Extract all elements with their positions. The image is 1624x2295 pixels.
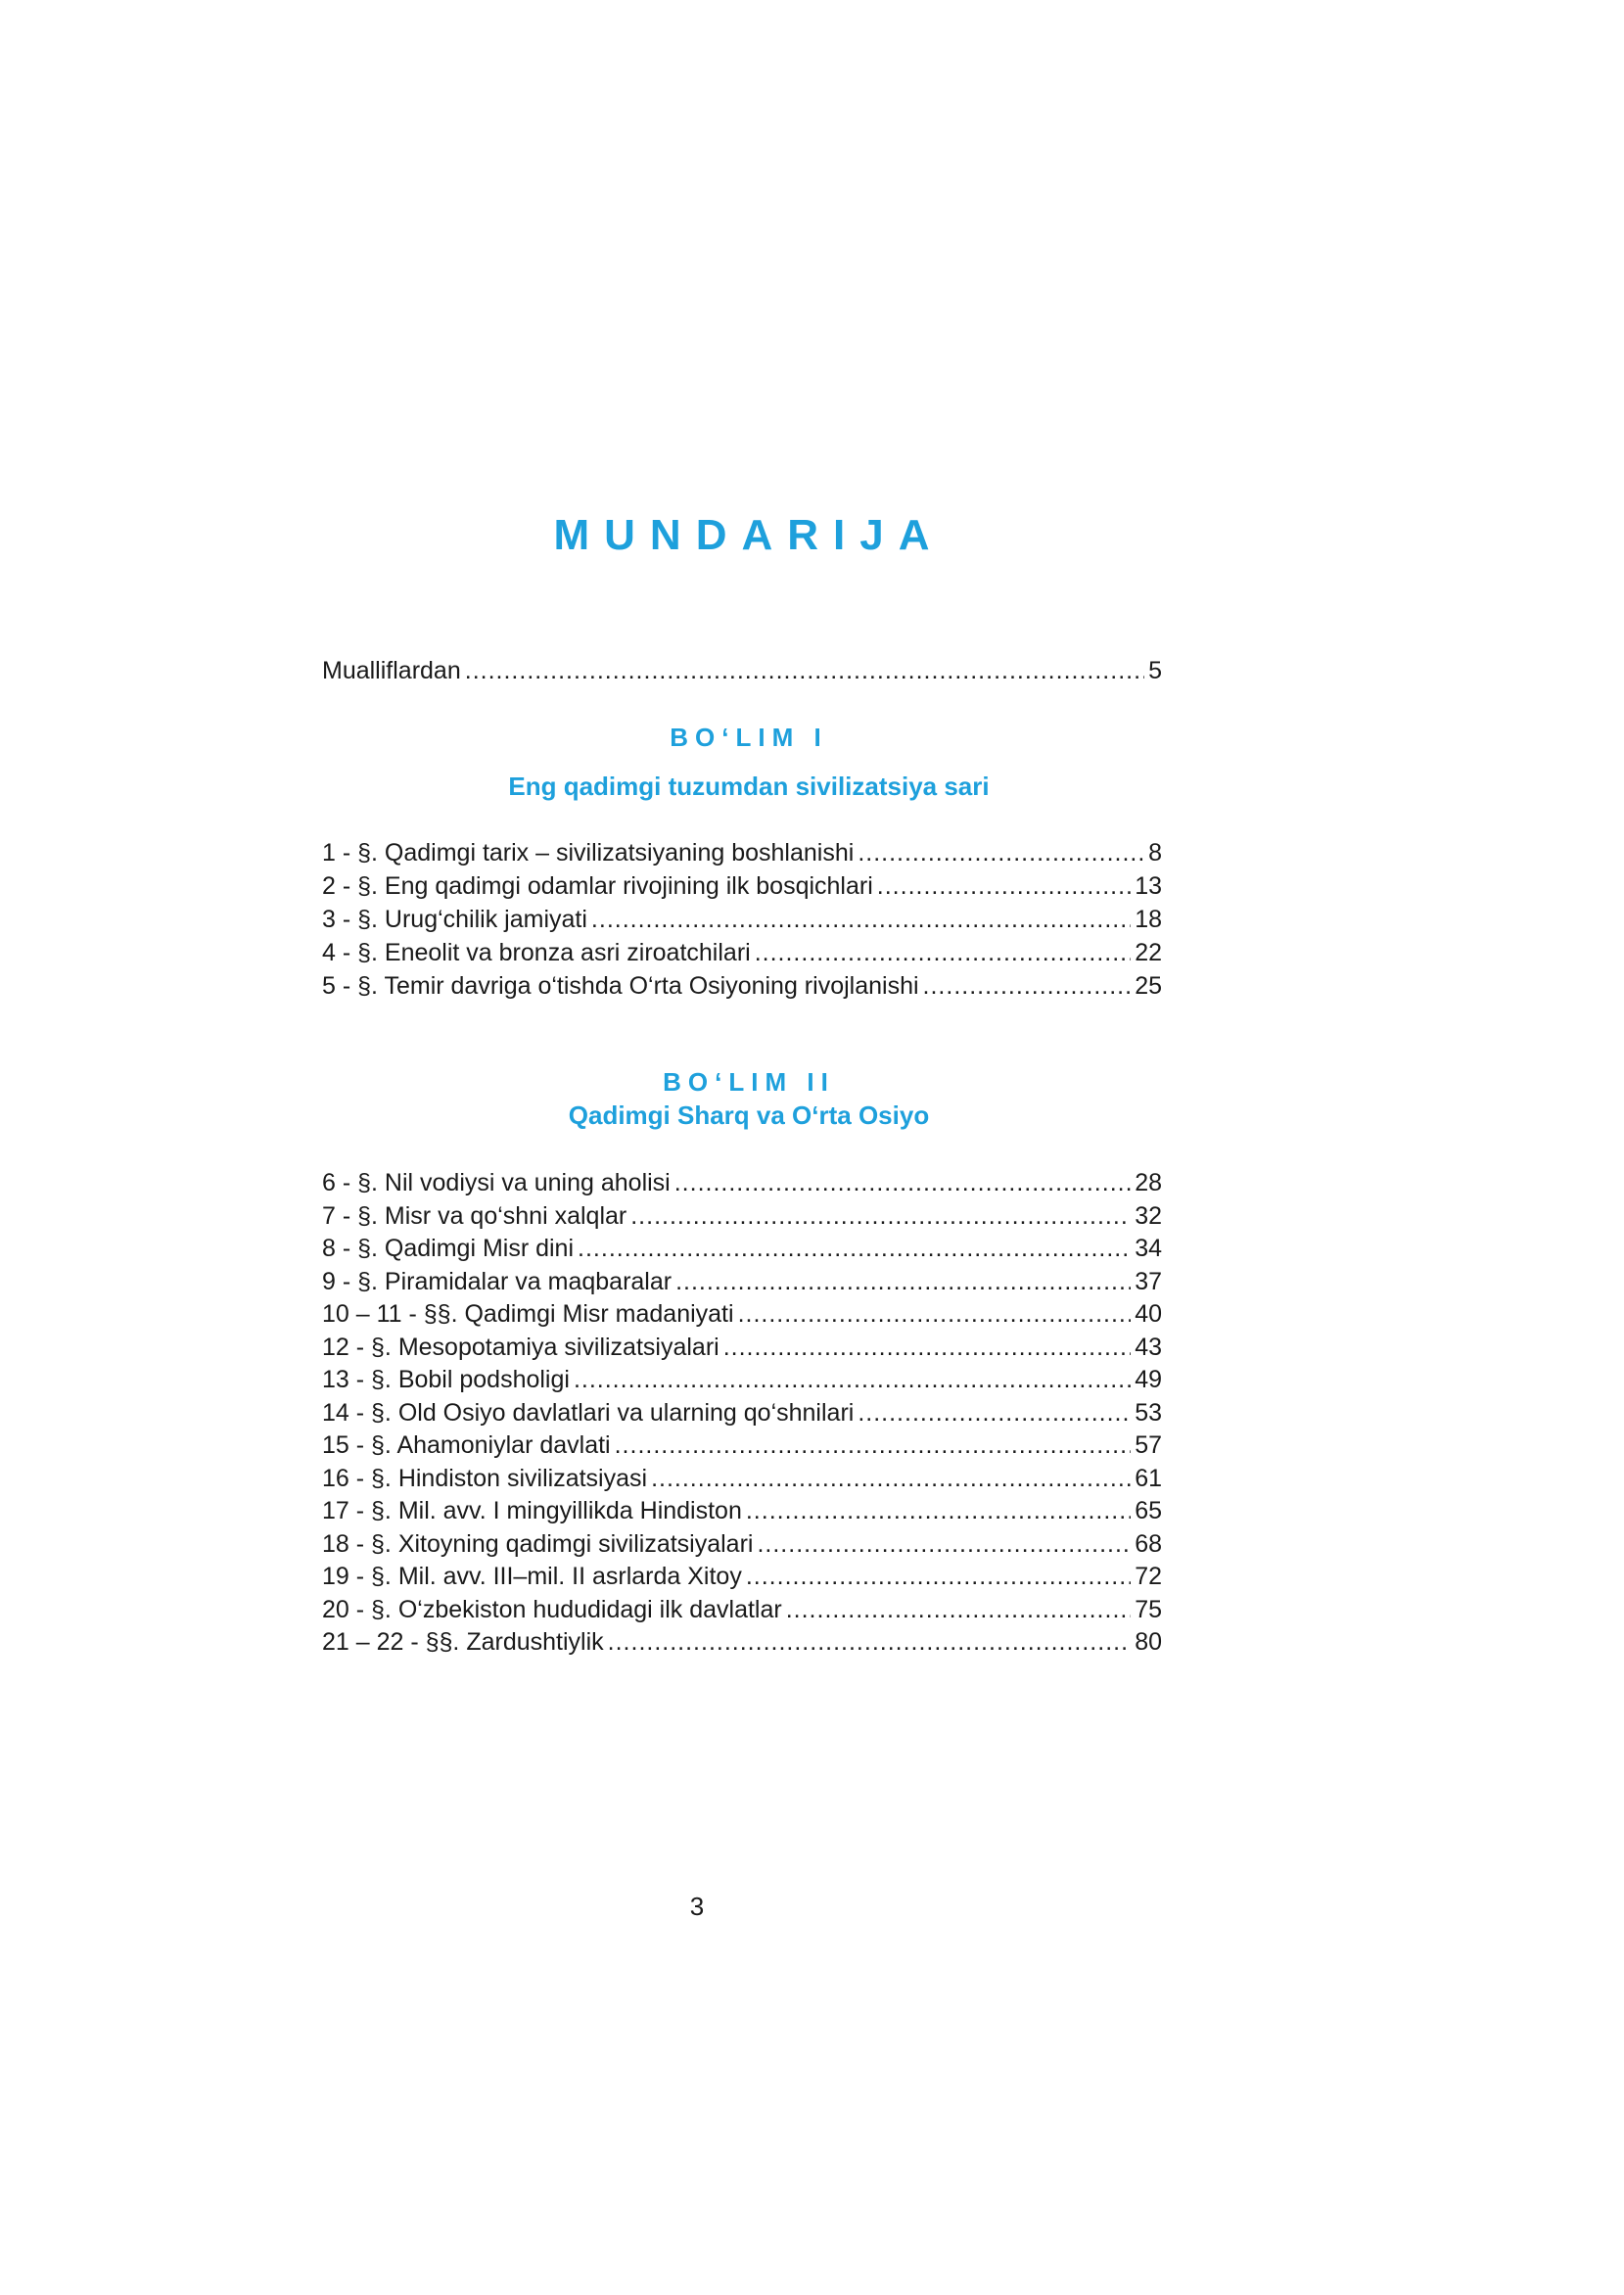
toc-entry[interactable] xyxy=(322,971,1162,1001)
toc-entry-page: 13 xyxy=(1135,872,1162,900)
toc-entry[interactable] xyxy=(322,1234,1162,1263)
toc-entry-page: 25 xyxy=(1135,972,1162,1000)
toc-entry-intro[interactable] xyxy=(322,656,1162,685)
dot-leader xyxy=(746,1562,1131,1591)
toc-entry-label: 13 - §. Bobil podsholigi xyxy=(322,1366,570,1393)
toc-entry[interactable] xyxy=(322,1496,1162,1525)
toc-entry-page: 57 xyxy=(1135,1431,1162,1459)
dot-leader xyxy=(858,1398,1131,1428)
dot-leader xyxy=(877,871,1131,901)
toc-entry-page: 40 xyxy=(1135,1300,1162,1328)
toc-entry-label: 5 - §. Temir davriga o‘tishda O‘rta Osiyoning rivojlanishi xyxy=(322,972,919,1000)
toc-entry-page: 22 xyxy=(1135,939,1162,966)
toc-entry-page: 61 xyxy=(1135,1465,1162,1492)
page-number: 3 xyxy=(689,1892,705,1921)
toc-entry-page: 49 xyxy=(1135,1366,1162,1393)
dot-leader xyxy=(757,1529,1131,1559)
toc-entry-page: 68 xyxy=(1135,1530,1162,1558)
dot-leader xyxy=(651,1464,1131,1493)
section-2-subtitle: Qadimgi Sharq va O‘rta Osiyo xyxy=(568,1101,930,1130)
toc-entry-page: 80 xyxy=(1135,1628,1162,1656)
toc-entry[interactable] xyxy=(322,871,1162,901)
toc-entry-label: 8 - §. Qadimgi Misr dini xyxy=(322,1235,575,1262)
toc-entry-label: 21 – 22 - §§. Zardushtiylik xyxy=(322,1628,604,1656)
toc-entry[interactable] xyxy=(322,1168,1162,1197)
toc-entry-page: 34 xyxy=(1135,1235,1162,1262)
dot-leader xyxy=(674,1168,1131,1197)
toc-entry-label: Mualliflardan xyxy=(322,657,461,684)
toc-entry[interactable] xyxy=(322,1365,1162,1394)
toc-entry-label: 19 - §. Mil. avv. III–mil. II asrlarda Xitoy xyxy=(322,1563,742,1590)
section-1-label: BO‘LIM I xyxy=(670,723,828,752)
toc-entry-label: 14 - §. Old Osiyo davlatlari va ularning qo‘shnilari xyxy=(322,1399,855,1427)
toc-entry-page: 43 xyxy=(1135,1334,1162,1361)
toc-entry[interactable] xyxy=(322,1529,1162,1559)
toc-entry-label: 17 - §. Mil. avv. I mingyillikda Hindiston xyxy=(322,1497,742,1524)
dot-leader xyxy=(630,1201,1131,1231)
dot-leader xyxy=(746,1496,1131,1525)
toc-entry-label: 4 - §. Eneolit va bronza asri ziroatchilari xyxy=(322,939,751,966)
toc-entry[interactable] xyxy=(322,1398,1162,1428)
toc-entry[interactable] xyxy=(322,1595,1162,1624)
toc-entry-page: 75 xyxy=(1135,1596,1162,1623)
dot-leader xyxy=(608,1627,1132,1657)
dot-leader xyxy=(755,938,1131,967)
toc-entry-page: 72 xyxy=(1135,1563,1162,1590)
toc-entry[interactable] xyxy=(322,1299,1162,1329)
dot-leader xyxy=(578,1234,1131,1263)
toc-entry-page: 37 xyxy=(1135,1268,1162,1295)
page-title: MUNDARIJA xyxy=(553,511,945,559)
toc-entry-label: 9 - §. Piramidalar va maqbaralar xyxy=(322,1268,673,1295)
section-1-subtitle: Eng qadimgi tuzumdan sivilizatsiya sari xyxy=(508,772,990,801)
toc-entry[interactable] xyxy=(322,1627,1162,1657)
toc-entry[interactable] xyxy=(322,1201,1162,1231)
toc-entry[interactable] xyxy=(322,838,1162,867)
toc-entry-page: 18 xyxy=(1135,906,1162,933)
toc-entry-page: 32 xyxy=(1135,1202,1162,1230)
dot-leader xyxy=(675,1267,1131,1296)
dot-leader xyxy=(591,905,1131,934)
toc-entry-label: 7 - §. Misr va qo‘shni xalqlar xyxy=(322,1202,627,1230)
dot-leader xyxy=(858,838,1144,867)
toc-entry-label: 3 - §. Urug‘chilik jamiyati xyxy=(322,906,587,933)
toc-entry[interactable] xyxy=(322,1267,1162,1296)
toc-entry[interactable] xyxy=(322,1333,1162,1362)
dot-leader xyxy=(786,1595,1131,1624)
toc-entry-label: 2 - §. Eng qadimgi odamlar rivojining ilk bosqichlari xyxy=(322,872,873,900)
section-2-label: BO‘LIM II xyxy=(663,1067,835,1097)
toc-entry[interactable] xyxy=(322,1464,1162,1493)
toc-entry[interactable] xyxy=(322,1562,1162,1591)
dot-leader xyxy=(574,1365,1131,1394)
toc-entry-page: 53 xyxy=(1135,1399,1162,1427)
dot-leader xyxy=(465,656,1144,685)
toc-entry-page: 5 xyxy=(1148,657,1162,684)
toc-entry-label: 1 - §. Qadimgi tarix – sivilizatsiyaning boshlanishi xyxy=(322,839,855,866)
toc-entry[interactable] xyxy=(322,938,1162,967)
toc-entry-label: 18 - §. Xitoyning qadimgi sivilizatsiyalari xyxy=(322,1530,754,1558)
toc-entry-label: 6 - §. Nil vodiysi va uning aholisi xyxy=(322,1169,671,1196)
toc-entry-label: 12 - §. Mesopotamiya sivilizatsiyalari xyxy=(322,1334,719,1361)
toc-entry-label: 20 - §. O‘zbekiston hududidagi ilk davlatlar xyxy=(322,1596,782,1623)
toc-entry[interactable] xyxy=(322,1430,1162,1460)
toc-entry-label: 10 – 11 - §§. Qadimgi Misr madaniyati xyxy=(322,1300,734,1328)
dot-leader xyxy=(723,1333,1131,1362)
dot-leader xyxy=(615,1430,1132,1460)
toc-entry-label: 15 - §. Ahamoniylar davlati xyxy=(322,1431,611,1459)
toc-entry-label: 16 - §. Hindiston sivilizatsiyasi xyxy=(322,1465,648,1492)
dot-leader xyxy=(923,971,1132,1001)
toc-entry-page: 65 xyxy=(1135,1497,1162,1524)
dot-leader xyxy=(738,1299,1132,1329)
toc-entry-page: 28 xyxy=(1135,1169,1162,1196)
toc-entry-page: 8 xyxy=(1148,839,1162,866)
toc-entry[interactable] xyxy=(322,905,1162,934)
